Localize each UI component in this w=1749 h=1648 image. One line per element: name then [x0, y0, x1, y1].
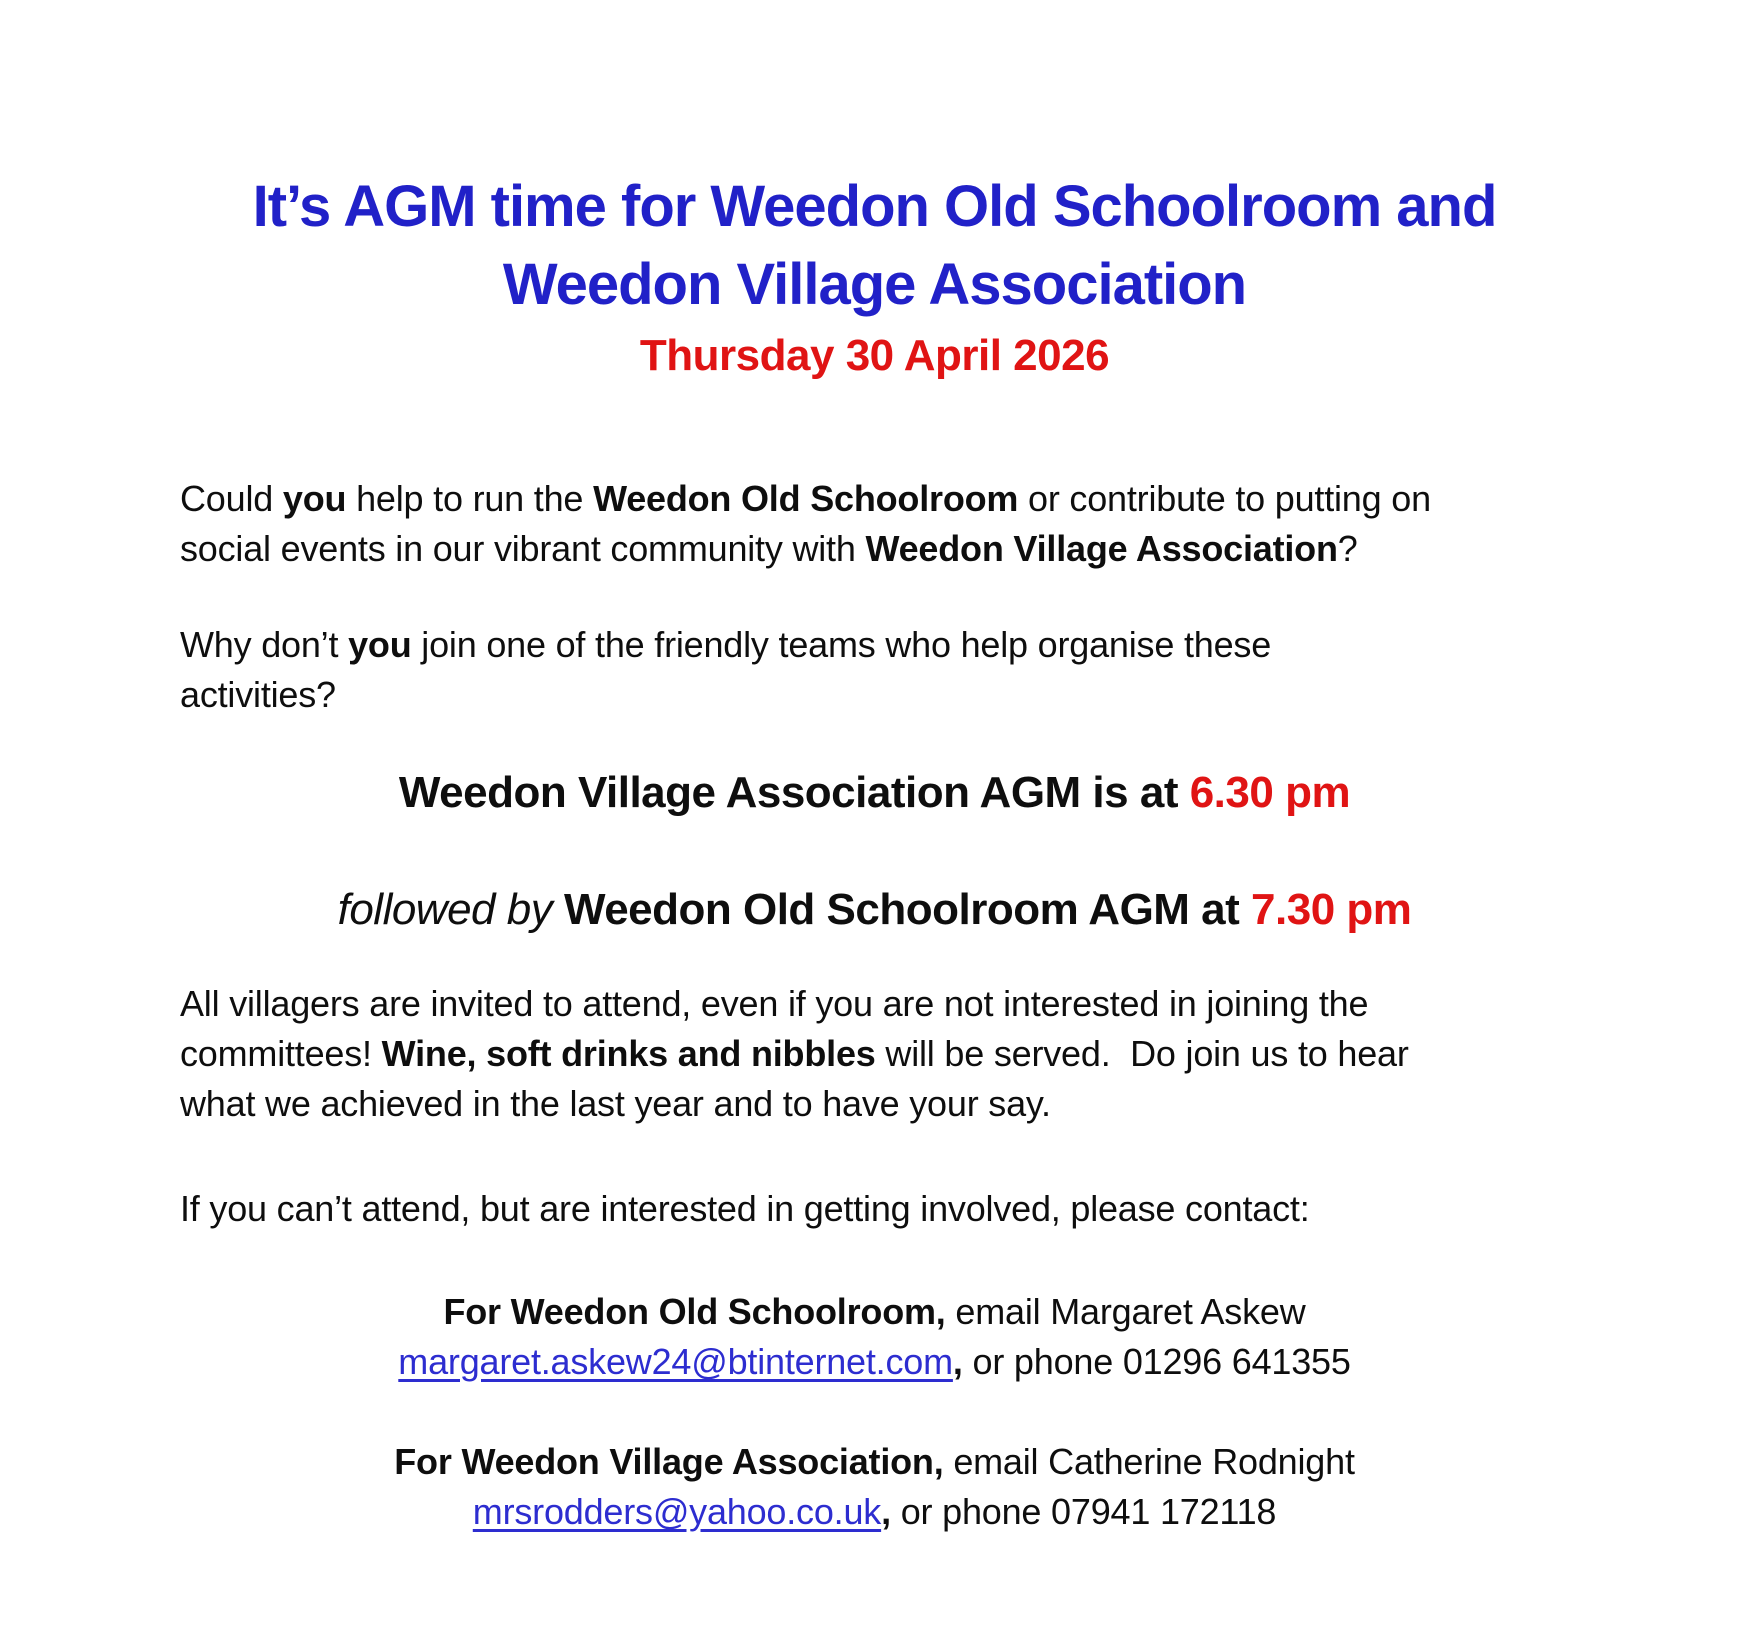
- text-line: [180, 620, 1569, 670]
- text-line: [180, 763, 1569, 823]
- text-run: or phone 01296 641355: [962, 1341, 1351, 1382]
- paragraph-join-teams: [180, 620, 1569, 720]
- text-run: Wine, soft drinks and nibbles: [381, 1033, 876, 1074]
- text-line: [180, 1487, 1569, 1537]
- text-line: [180, 670, 1569, 720]
- email-link-margaret-askew[interactable]: margaret.askew24@btinternet.com: [398, 1341, 953, 1382]
- text-run: you: [282, 478, 347, 519]
- text-run: ?: [1337, 528, 1358, 569]
- text-line: [180, 1437, 1569, 1487]
- contact-schoolroom: [180, 1287, 1569, 1387]
- text-line: [180, 1184, 1569, 1234]
- text-run: For Weedon Old Schoolroom,: [443, 1291, 946, 1332]
- paragraph-intro: [180, 474, 1569, 574]
- text-run: ,: [952, 1341, 963, 1382]
- text-run: All villagers are invited to attend, even if you are not interested in joining the: [180, 983, 1369, 1024]
- text-run: For Weedon Village Association,: [394, 1441, 944, 1482]
- title-line-2: Weedon Village Association: [502, 252, 1247, 317]
- text-line: [180, 1337, 1569, 1387]
- text-run: will be served. Do join us to hear: [875, 1033, 1409, 1074]
- text-run: If you can’t attend, but are interested in getting involved, please contact:: [180, 1188, 1310, 1229]
- text-line: [180, 1029, 1569, 1079]
- paragraph-invitation: [180, 979, 1569, 1129]
- text-run: Weedon Old Schoolroom AGM at: [563, 885, 1252, 934]
- text-run: help to run the: [346, 478, 594, 519]
- heading-wos-agm-time: [180, 880, 1569, 940]
- text-run: email Catherine Rodnight: [943, 1441, 1355, 1482]
- text-run: or contribute to putting on: [1018, 478, 1431, 519]
- text-run: activities?: [180, 674, 336, 715]
- text-run: email Margaret Askew: [945, 1291, 1306, 1332]
- text-run: 7.30 pm: [1251, 885, 1412, 934]
- text-line: [180, 524, 1569, 574]
- text-run: ,: [881, 1491, 891, 1532]
- text-run: you: [348, 624, 412, 665]
- text-run: what we achieved in the last year and to have your say.: [180, 1083, 1051, 1124]
- text-run: or phone 07941 172118: [890, 1491, 1277, 1532]
- text-run: Weedon Village Association AGM is at: [398, 768, 1190, 817]
- contact-association: [180, 1437, 1569, 1537]
- text-run: Why don’t: [180, 624, 349, 665]
- event-date: Thursday 30 April 2026: [639, 331, 1110, 380]
- text-run: Weedon Village Association: [865, 528, 1338, 569]
- text-line: [180, 1287, 1569, 1337]
- text-run: followed by: [337, 885, 564, 934]
- text-run: 6.30 pm: [1189, 768, 1351, 817]
- text-run: join one of the friendly teams who help organise these: [411, 624, 1272, 665]
- title-line-1: It’s AGM time for Weedon Old Schoolroom and: [252, 174, 1497, 239]
- text-run: social events in our vibrant community with: [180, 528, 866, 569]
- text-run: committees!: [180, 1033, 382, 1074]
- text-line: [180, 1079, 1569, 1129]
- text-line: [180, 880, 1569, 940]
- heading-wva-agm-time: [180, 763, 1569, 823]
- email-link-mrsrodders[interactable]: mrsrodders@yahoo.co.uk: [472, 1491, 882, 1532]
- text-run: Could: [180, 478, 283, 519]
- document-title: [180, 168, 1569, 324]
- text-run: Weedon Old Schoolroom: [593, 478, 1019, 519]
- text-line: [180, 474, 1569, 524]
- text-line: [180, 979, 1569, 1029]
- paragraph-cant-attend: [180, 1184, 1569, 1234]
